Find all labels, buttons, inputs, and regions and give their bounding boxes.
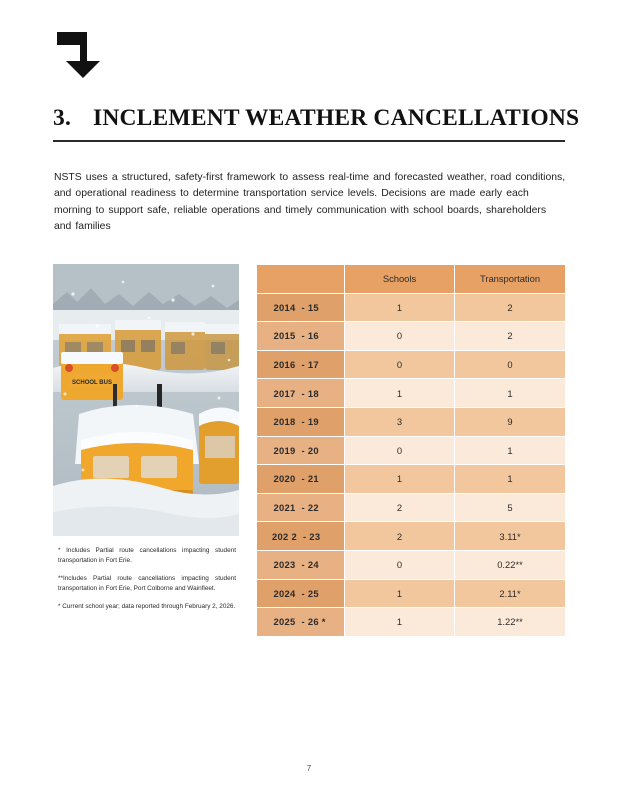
year-end: - 25 <box>301 587 319 599</box>
row-transportation-value: 1.22** <box>455 608 566 637</box>
row-transportation-value: 2 <box>455 293 566 322</box>
footnote-1: * Includes Partial route cancellations impacting student transportation in Fort Erie. <box>58 547 236 564</box>
page-title <box>53 105 580 132</box>
year-end: - 16 <box>301 330 319 342</box>
row-transportation-value: 9 <box>455 407 566 436</box>
table-row <box>257 407 566 436</box>
table-row <box>257 293 566 322</box>
table-row <box>257 379 566 408</box>
year-end: - 20 <box>301 444 319 456</box>
table-row <box>257 579 566 608</box>
row-transportation-value: 2 <box>455 322 566 351</box>
table-row <box>257 608 566 637</box>
year-end: - 17 <box>301 359 319 371</box>
footnotes <box>58 546 236 621</box>
year-start: 2025 <box>273 616 296 628</box>
row-schools-value: 3 <box>345 407 455 436</box>
row-year-label <box>257 322 345 351</box>
row-schools-value: 0 <box>345 350 455 379</box>
row-year-label <box>257 436 345 465</box>
section-number: 3. <box>53 105 72 131</box>
row-year-label <box>257 608 345 637</box>
row-transportation-value: 1 <box>455 465 566 494</box>
row-schools-value: 0 <box>345 322 455 351</box>
row-schools-value: 1 <box>345 465 455 494</box>
heading-divider <box>53 140 565 142</box>
table-row <box>257 322 566 351</box>
column-header-schools: Schools <box>345 265 455 294</box>
row-transportation-value: 0.22** <box>455 550 566 579</box>
row-transportation-value: 2.11* <box>455 579 566 608</box>
page-number: 7 <box>306 764 312 773</box>
table-header-row <box>257 265 566 294</box>
snow-covered-school-buses-photo <box>53 264 239 536</box>
row-schools-value: 0 <box>345 550 455 579</box>
footnote-3: * Current school year; data reported through February 2, 2026. <box>58 603 236 610</box>
year-end: - 18 <box>301 387 319 399</box>
row-year-label <box>257 350 345 379</box>
year-start: 2015 <box>273 330 296 342</box>
arrow-down-right-icon <box>53 28 107 80</box>
year-start: 2018 <box>273 416 296 428</box>
row-year-label <box>257 379 345 408</box>
table-row <box>257 350 566 379</box>
row-schools-value: 0 <box>345 436 455 465</box>
year-end: - 24 <box>301 559 319 571</box>
row-year-label <box>257 465 345 494</box>
row-year-label <box>257 522 345 551</box>
year-start: 2019 <box>273 444 296 456</box>
year-start: 2021 <box>273 502 296 514</box>
section-title-text: INCLEMENT WEATHER CANCELLATIONS <box>93 105 580 131</box>
year-start: 2023 <box>273 559 296 571</box>
row-schools-value: 1 <box>345 379 455 408</box>
intro-paragraph: NSTS uses a structured, safety-first framework to assess real-time and forecasted weather, road conditions, and operational readiness to determine transportation service levels. Decisions are made early each morning to support safe, reliable operations and timely communication with school boards, shareholders and families <box>54 172 566 233</box>
row-schools-value: 1 <box>345 579 455 608</box>
row-year-label <box>257 550 345 579</box>
row-transportation-value: 1 <box>455 436 566 465</box>
year-end: - 23 <box>302 530 321 542</box>
row-transportation-value: 5 <box>455 493 566 522</box>
year-start: 2024 <box>273 587 296 599</box>
row-schools-value: 1 <box>345 293 455 322</box>
row-schools-value: 2 <box>345 493 455 522</box>
year-end: - 21 <box>301 473 319 485</box>
row-year-label <box>257 493 345 522</box>
year-start: 2017 <box>273 387 296 399</box>
row-year-label <box>257 407 345 436</box>
cancellations-table-wrapper <box>256 264 565 637</box>
row-transportation-value: 0 <box>455 350 566 379</box>
table-row <box>257 522 566 551</box>
year-end: - 22 <box>301 502 319 514</box>
cancellations-table <box>256 264 566 637</box>
table-row <box>257 550 566 579</box>
table-row <box>257 465 566 494</box>
table-row <box>257 493 566 522</box>
row-schools-value: 1 <box>345 608 455 637</box>
year-start: 2016 <box>273 359 296 371</box>
year-start: 2020 <box>273 473 296 485</box>
year-end: - 15 <box>301 301 319 313</box>
column-header-transportation: Transportation <box>455 265 566 294</box>
year-start: 202 2 <box>272 530 297 542</box>
table-row <box>257 436 566 465</box>
row-year-label <box>257 293 345 322</box>
row-schools-value: 2 <box>345 522 455 551</box>
year-end: - 26 * <box>301 616 326 628</box>
row-transportation-value: 3.11* <box>455 522 566 551</box>
row-year-label <box>257 579 345 608</box>
year-end: - 19 <box>301 416 319 428</box>
row-transportation-value: 1 <box>455 379 566 408</box>
footnote-2: **Includes Partial route cancellations impacting student transportation in Fort Erie, Port Colborne and Wainfleet. <box>58 575 236 592</box>
bus-sign-text: SCHOOL BUS <box>72 380 112 386</box>
column-header-year <box>257 265 345 294</box>
year-start: 2014 <box>273 301 296 313</box>
